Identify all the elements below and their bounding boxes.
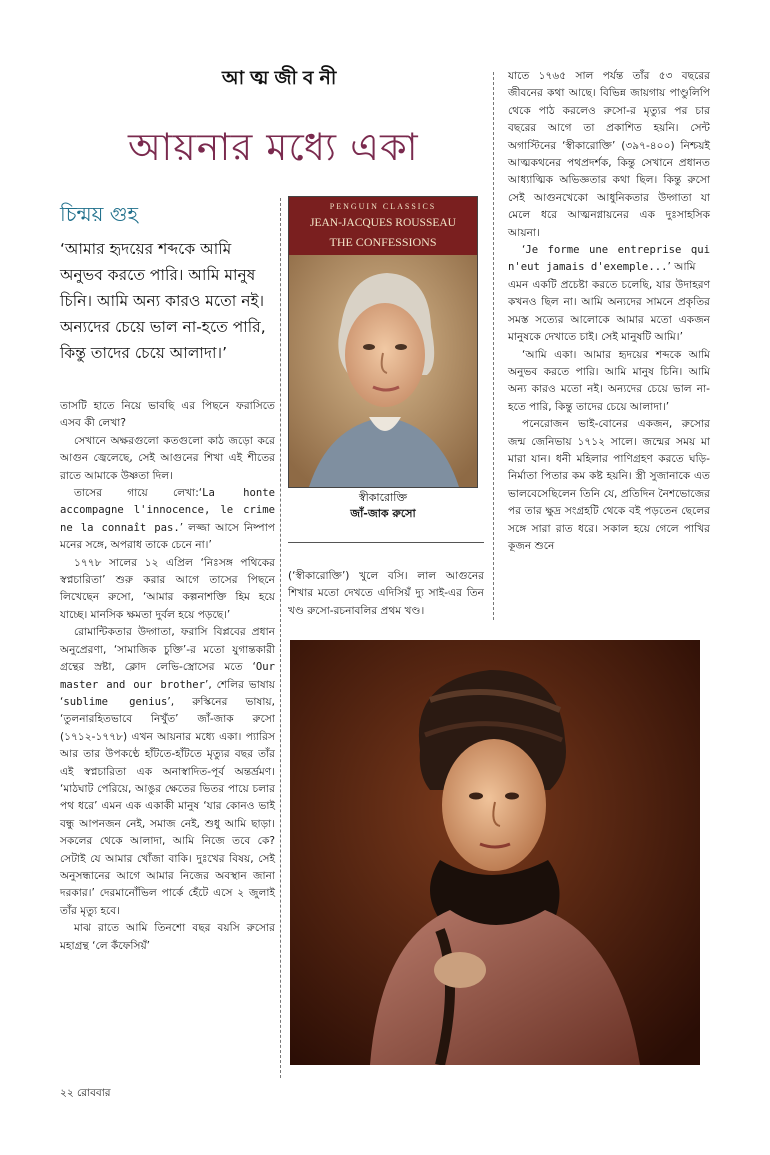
paragraph: এমন একটি প্রচেষ্টা করতে চলেছি, যার উদাহরণ কখনও ছিল না। আমি অন্যদের সামনে প্রকৃতির সমস্ত সত্যের আলোকে আমার মতো একজন মানুষকে দেখাতে চাই। সেই মানুষটি আমি।’: [508, 278, 710, 344]
column-divider: [493, 72, 494, 620]
paragraph: পনেরোজন ভাই-বোনের একজন, রুসোর জন্ম জেনিভায় ১৭১২ সালে। জন্মের সময় মা মারা যান। ধনী মহিলার পাণিগ্রহণ করতে ঘড়ি-নির্মাতা পিতার কম কষ্ট হয়নি। স্ত্রী সুজানাকে এত ভালবেসেছিলেন তিনি যে, প্রতিদিন নৈশভোজের পর তার ক্ষুদ্র সংগ্রহটি থেকে বই পড়তেন ছেলের সঙ্গে সারা রাত ধরে। সকাল হয়ে গেলে পাখির কূজন শুনে: [508, 418, 710, 552]
paragraph: ১৭৭৮ সালের ১২ এপ্রিল ‘নিঃসঙ্গ পথিকের স্বপ্নচারিতা’ শুরু করার আগে তাসের পিছনে লিখেছেন রুসো, ‘আমার কল্পনাশক্তি হিম হয়ে যাচ্ছে। মানসিক ক্ষমতা দুর্বল হয়ে পড়ছে।’: [60, 556, 275, 621]
column-divider: [280, 198, 281, 1078]
body-column-right: [508, 68, 710, 555]
paragraph: মাঝ রাতে আমি তিনশো বছর বয়সি রুসোর মহাগ্রন্থ ‘লে কঁফেসিয়ঁ’: [60, 922, 275, 952]
paragraph: সেখানে অক্ষরগুলো কতগুলো কাঠ জড়ো করে আগুন জ্বেলেছে, সেই আগুনের শিখা এই শীতের রাতে আমাকে উষ্ণতা দিল।: [60, 434, 275, 482]
publisher-label: PENGUIN CLASSICS: [329, 202, 437, 211]
paragraph: [60, 485, 275, 555]
text-run: ’, রুস্কিনের ভাষায়, ‘তুলনারহিতভাবে নিখুঁত’ জাঁ-জাক রুসো (১৭১২-১৭৭৮) এখন আয়নার মধ্যে একা। প্যারিস আর তার উপকণ্ঠে হাঁটতে-হাঁটতে মৃত্যুর বছর তাঁর এই স্বপ্নচারিতা এক অনাস্বাদিত-পূর্ব অন্তর্ভ্রমণ। ‘মাঠঘাট পেরিয়ে, আঙুর ক্ষেতের ভিতর পায়ে চলার পথ ধরে’ এমন এক একাকী মানুষ ‘যার কোনও ভাই বন্ধু আপনজন নেই, সমাজ নেই, শুধু আমি ছাড়া। সকলের থেকে আলাদা, আমি নিজে তবে কে? সেটাই যে আমার খোঁজা বাকি। দুঃখের বিষয়, সেই অনুসন্ধানের আগে আমার নিজের অবস্থান জানা দরকার।’ দেরমানোঁভিল পার্কে হেঁটে এসে ২ জুলাই তাঁর মৃত্যু হবে।: [60, 695, 275, 917]
pull-quote: ‘আমার হৃদয়ের শব্দকে আমি অনুভব করতে পারি। আমি মানুষ চিনি। আমি অন্য কারও মতো নই। অন্যদের চেয়ে ভাল না-হতে পারি, কিন্তু তাদের চেয়ে আলাদা।’: [60, 240, 266, 362]
author-byline: চিন্ময় গুহ: [60, 202, 139, 226]
body-column-middle: [288, 568, 484, 620]
book-author-label: JEAN-JACQUES ROUSSEAU: [309, 217, 456, 229]
article-headline: আয়নার মধ্যে একা: [128, 125, 419, 169]
rousseau-painting: [290, 640, 700, 1065]
rousseau-portrait-illustration: [289, 255, 477, 487]
section-kicker: আত্মজীবনী: [222, 67, 343, 89]
text-run: ’, শেলির ভাষায় ‘: [60, 678, 275, 708]
paragraph: যাতে ১৭৬৫ সাল পর্যন্ত তাঁর ৫৩ বছরের জীবনের কথা আছে। বিভিন্ন জায়গায় পাণ্ডুলিপি থেকে পাঠ করলেও রুসো-র মৃত্যুর পর চার বছরের আগে তা প্রকাশিত হয়নি। সেন্ট অগাস্টিনের ‘স্বীকারোক্তি’ (৩৯৭-৪০০) নিশ্চয়ই আত্মকথনের পথপ্রদর্শক, কিন্তু সেখানে প্রধানত আধ্যাত্মিক অভিজ্ঞতার কথা ছিল। কিন্তু রুসো সেই আগুনখেকো আধুনিকতার উদ্গাতা যা মেলে ধরে আত্মনগ্নায়নের এক দুঃসাহসিক আয়না।: [508, 70, 710, 239]
english-quote: Our master and our brother: [60, 661, 275, 691]
book-caption: [290, 490, 476, 522]
text-run: তাসের গায়ে লেখা:‘: [74, 487, 203, 500]
paragraph: তাসটি হাতে নিয়ে ভাবছি এর পিছনে ফরাসিতে এসব কী লেখা?: [60, 400, 275, 430]
text-run: ’ লজ্জা আসে নিষ্পাপ মনের সঙ্গে, অপরাধ তাকে চেনে না।’: [60, 521, 275, 552]
caption-rule: [288, 542, 484, 543]
french-quote: Je forme une entreprise qui n'eut jamais d'exemple...: [508, 244, 710, 274]
body-column-left: [60, 398, 275, 955]
paragraph: (‘স্বীকারোক্তি’) খুলে বসি। লাল আগুনের শিখার মতো দেখতে এদিসিয়ঁ দ্যু সাই-এর তিন খণ্ড রুসো-রচনাবলির প্রথম খণ্ড।: [288, 570, 484, 617]
caption-author: জাঁ-জাক রুসো: [350, 507, 416, 520]
page-footer: ২২ রোববার: [60, 1087, 111, 1099]
painting-illustration: [290, 640, 700, 1065]
text-run: রোমান্টিকতার উদ্গাতা, ফরাসি বিপ্লবের প্রধান অনুপ্রেরণা, ‘সামাজিক চুক্তি’-র মতো যুগান্তকারী গ্রন্থের স্রষ্টা, ক্লোদ লেভি-স্ত্রোসের মতে ‘: [60, 626, 275, 674]
book-cover-image: [288, 196, 478, 488]
french-quote: La honte accompagne l'innocence, le crime ne la connaît pas.: [60, 487, 275, 534]
book-title-label: THE CONFESSIONS: [329, 235, 437, 249]
paragraph: [60, 624, 275, 920]
paragraph: ‘Je forme une entreprise qui n'eut jamais d'exemple...’ আমি: [508, 244, 710, 274]
caption-title: স্বীকারোক্তি: [358, 491, 408, 504]
english-quote: sublime genius: [63, 695, 168, 708]
paragraph: ‘আমি একা। আমার হৃদয়ের শব্দকে আমি অনুভব করতে পারি। আমি মানুষ চিনি। আমি অন্য কারও মতো নই। অন্যদের চেয়ে ভাল না-হতে পারি, কিন্তু তাদের চেয়ে আলাদা।’: [508, 348, 710, 413]
